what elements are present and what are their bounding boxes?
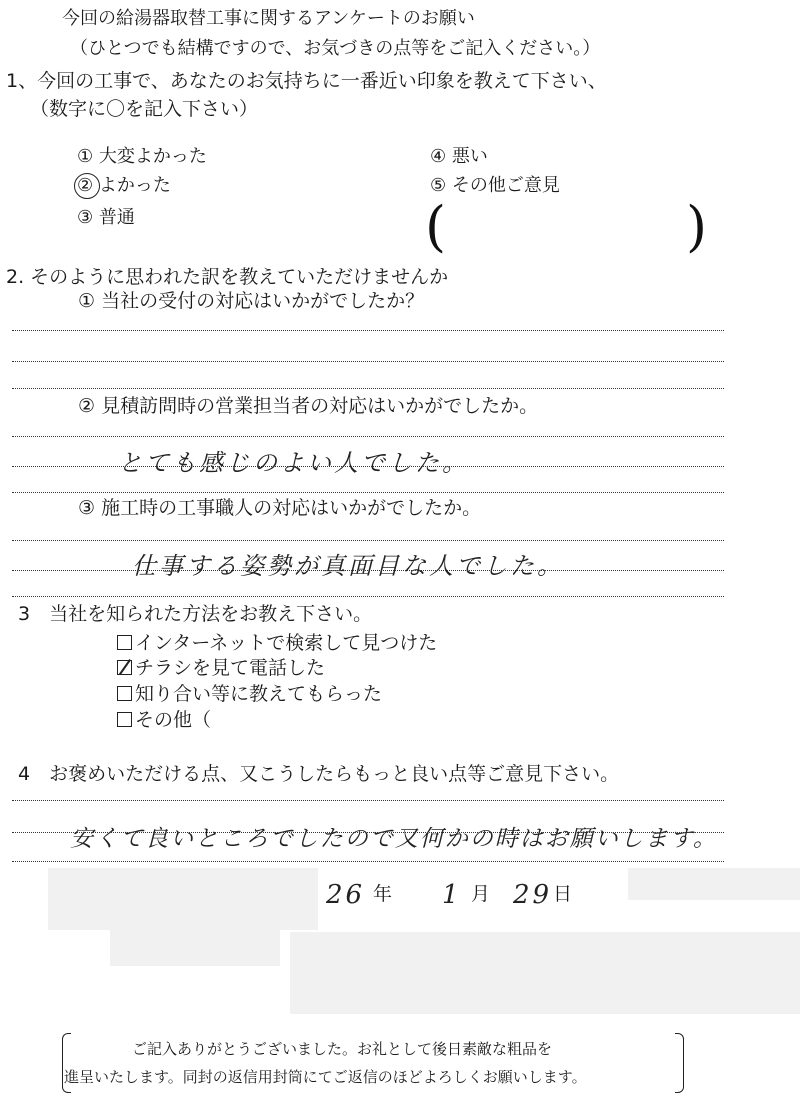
q3-option-label: インターネットで検索して見つけた <box>135 632 438 654</box>
handwritten-answer-3: 仕事する姿勢が真面目な人でした。 <box>132 552 564 580</box>
date-year-value: 26 <box>326 880 366 910</box>
q3-option-flyer[interactable] <box>117 659 325 678</box>
q3-option-label: その他（ <box>135 709 212 731</box>
answer-line <box>12 861 724 862</box>
q1-option-1[interactable]: ① 大変よかった <box>77 146 207 167</box>
answer-line <box>12 800 724 801</box>
q1-option-4[interactable]: ④ 悪い <box>430 146 488 167</box>
redacted-area <box>628 868 800 900</box>
q3-option-label: 知り合い等に教えてもらった <box>135 683 383 705</box>
date-year-label: 年 <box>373 883 393 905</box>
question-4-text: 4 お褒めいただける点、又こうしたらもっと良い点等ご意見下さい。 <box>18 763 620 785</box>
q3-option-other[interactable] <box>117 711 211 730</box>
answer-line <box>12 466 724 467</box>
survey-title: 今回の給湯器取替工事に関するアンケートのお願い <box>62 8 475 29</box>
redacted-area <box>48 868 318 930</box>
q3-option-internet[interactable] <box>117 634 437 653</box>
q3-option-acquaintance[interactable] <box>117 685 382 704</box>
answer-line <box>12 492 724 493</box>
answer-line <box>12 570 724 571</box>
handwritten-answer-4: 安くて良いところでしたので又何かの時はお願いします。 <box>70 826 718 852</box>
survey-subtitle: （ひとつでも結構ですので、お気づきの点等をご記入ください。） <box>70 38 601 59</box>
answer-line <box>12 330 724 331</box>
q1-option-5[interactable]: ⑤ その他ご意見 <box>430 175 560 196</box>
date-day-value: 29 <box>513 880 553 910</box>
redacted-area <box>290 932 800 1014</box>
answer-line <box>12 596 724 597</box>
question-2-sub-2: ② 見積訪問時の営業担当者の対応はいかがでしたか。 <box>78 395 539 417</box>
checkbox[interactable] <box>117 635 132 650</box>
redacted-area <box>110 928 280 966</box>
footer-thanks-line-2: 進呈いたします。同封の返信用封筒にてご返信のほどよろしくお願いします。 <box>64 1068 587 1086</box>
date-day-label: 日 <box>553 883 573 905</box>
footer-bracket-right <box>675 1033 684 1093</box>
question-2-sub-1: ① 当社の受付の対応はいかがでしたか？ <box>78 290 425 312</box>
handwritten-answer-2: とても感じのよい人でした。 <box>118 449 469 477</box>
q1-option-3[interactable]: ③ 普通 <box>77 207 135 228</box>
question-1-instruction: （数字に〇を記入下さい） <box>30 98 259 120</box>
question-1-text: 1、今回の工事で、あなたのお気持ちに一番近い印象を教えて下さい、 <box>6 70 607 92</box>
q1-option-2[interactable]: ② よかった <box>77 175 171 196</box>
answer-line <box>12 361 724 362</box>
checkbox[interactable] <box>117 686 132 701</box>
q3-option-label: チラシを見て電話した <box>135 657 326 679</box>
answer-line <box>12 832 724 833</box>
date-month-value: 1 <box>442 880 462 910</box>
question-2-text: 2. そのように思われた訳を教えていただけませんか <box>6 266 449 288</box>
question-3-text: 3 当社を知られた方法をお教え下さい。 <box>18 603 373 625</box>
checkbox[interactable] <box>117 712 132 727</box>
other-opinion-close-paren: ) <box>686 195 708 258</box>
date-month-label: 月 <box>471 883 491 905</box>
answer-line <box>12 388 724 389</box>
answer-line <box>12 540 724 541</box>
footer-thanks-line-1: ご記入ありがとうございました。お礼として後日素敵な粗品を <box>132 1040 553 1058</box>
question-2-sub-3: ③ 施工時の工事職人の対応はいかがでしたか。 <box>78 497 482 519</box>
checkbox-checked[interactable] <box>117 660 132 675</box>
answer-line <box>12 436 724 437</box>
other-opinion-open-paren: ( <box>425 195 447 258</box>
